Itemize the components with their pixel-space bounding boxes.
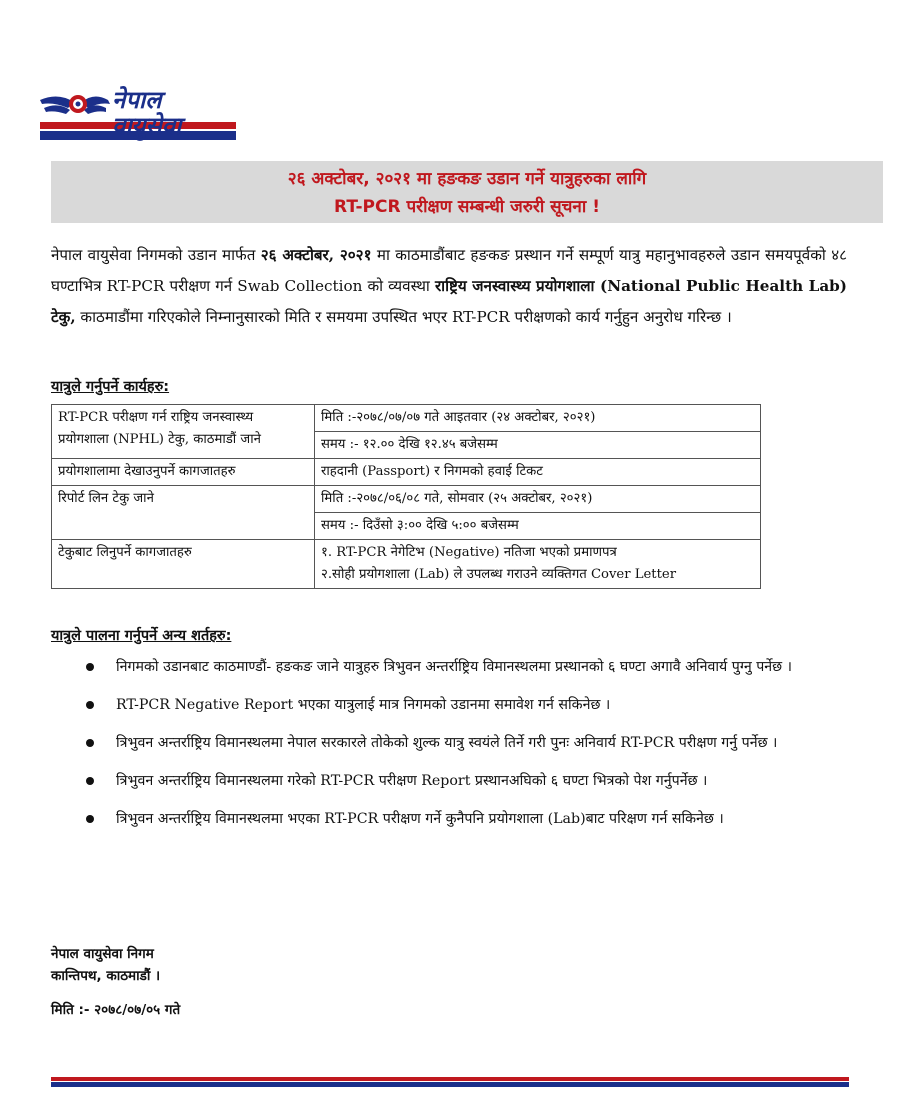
condition-text: त्रिभुवन अन्तर्राष्ट्रिय विमानस्थलमा गरेको RT-PCR परीक्षण Report प्रस्थानअघिको ६ घण्टा भित्रको पेश गर्नुपर्नेछ । [116,773,708,789]
tasks-table [51,404,761,589]
row4-items [315,540,761,589]
condition-text: RT-PCR Negative Report भएका यात्रुलाई मात्र निगमको उडानमा समावेश गर्न सकिनेछ । [116,697,611,713]
intro-date: २६ अक्टोबर, २०२१ [260,246,372,264]
row3-label: रिपोर्ट लिन टेकु जाने [52,486,315,540]
logo-wordmark [112,88,181,140]
conditions-list [86,652,846,842]
row3-date: मिति :-२०७८/०६/०८ गते, सोमवार (२५ अक्टोबर, २०२१) [315,486,761,513]
table-row [52,486,761,513]
intro-part1: नेपाल वायुसेवा निगमको उडान मार्फत [51,246,261,264]
intro-paragraph [51,240,847,333]
signature-date: मिति :- २०७८/०७/०५ गते [51,1002,181,1018]
signature-org: नेपाल वायुसेवा निगम [51,946,154,962]
bullet-icon [86,777,94,785]
signature-address: कान्तिपथ, काठमाडौं । [51,968,161,984]
bullet-icon [86,815,94,823]
title-line2: RT-PCR परीक्षण सम्बन्धी जरुरी सूचना ! [334,197,600,217]
row1-time: समय :- १२.०० देखि १२.४५ बजेसम्म [315,432,761,459]
condition-text: निगमको उडानबाट काठमाण्डौं- हङकङ जाने यात्रुहरु त्रिभुवन अन्तर्राष्ट्रिय विमानस्थलमा प्रस्थानको ६ घण्टा अगावै अनिवार्य पुग्नु पर्नेछ । [116,659,792,675]
intro-part3: काठमाडौंमा गरिएकोले निम्नानुसारको मिति र समयमा उपस्थित भएर RT-PCR परीक्षणको कार्य गर्नुहुन अनुरोध गरिन्छ । [75,308,732,326]
row3-time: समय :- दिउँसो ३:०० देखि ५:०० बजेसम्म [315,513,761,540]
bullet-icon [86,739,94,747]
footer-stripe [51,1077,849,1087]
row1-label-a: RT-PCR परीक्षण गर्न राष्ट्रिय जनस्वास्थ्य [58,410,254,425]
intro-lab: राष्ट्रिय जनस्वास्थ्य प्रयोगशाला (National Public Health Lab) टेकु, [51,277,847,326]
logo-line2: वायुसेवा [112,112,182,140]
table-row [52,405,761,432]
bullet-icon [86,701,94,709]
row2-label: प्रयोगशालामा देखाउनुपर्ने कागजातहरु [52,459,315,486]
row4-item1: १. RT-PCR नेगेटिभ (Negative) नतिजा भएको प्रमाणपत्र [321,545,617,560]
conditions-heading: यात्रुले पालना गर्नुपर्ने अन्य शर्तहरु: [51,628,232,644]
row4-label: टेकुबाट लिनुपर्ने कागजातहरु [52,540,315,589]
list-item [86,690,846,720]
row2-value: राहदानी (Passport) र निगमको हवाई टिकट [315,459,761,486]
logo-line1: नेपाल [112,86,162,114]
list-item [86,766,846,796]
row4-item2: २.सोही प्रयोगशाला (Lab) ले उपलब्ध गराउने व्यक्तिगत Cover Letter [321,567,677,582]
row1-date: मिति :-२०७८/०७/०७ गते आइतवार (२४ अक्टोबर, २०२१) [315,405,761,432]
list-item [86,652,846,682]
tasks-heading: यात्रुले गर्नुपर्ने कार्यहरु: [51,379,170,395]
list-item [86,728,846,758]
notice-title [51,161,883,223]
row1-label-b: प्रयोगशाला (NPHL) टेकु, काठमाडौं जाने [58,432,261,447]
table-row [52,459,761,486]
table-row [52,540,761,589]
row1-label [52,405,315,459]
title-line1: २६ अक्टोबर, २०२१ मा हङकङ उडान गर्ने यात्रुहरुका लागि [287,169,647,189]
condition-text: त्रिभुवन अन्तर्राष्ट्रिय विमानस्थलमा भएका RT-PCR परीक्षण गर्ने कुनैपनि प्रयोगशाला (Lab)बाट परिक्षण गर्न सकिनेछ । [116,811,724,827]
condition-text: त्रिभुवन अन्तर्राष्ट्रिय विमानस्थलमा नेपाल सरकारले तोकेको शुल्क यात्रु स्वयंले तिर्ने गरी पुनः अनिवार्य RT-PCR परीक्षण गर्नु पर्नेछ । [116,735,778,751]
intro-part2: मा काठमाडौंबाट हङकङ प्रस्थान गर्ने सम्पूर्ण यात्रु महानुभावहरुले उडान समयपूर्वको ४८ घण्टाभित्र RT-PCR परीक्षण गर्न Swab Collection को व्यवस्था [51,246,848,295]
wing-emblem-icon [40,95,110,114]
list-item [86,804,846,834]
bullet-icon [86,663,94,671]
